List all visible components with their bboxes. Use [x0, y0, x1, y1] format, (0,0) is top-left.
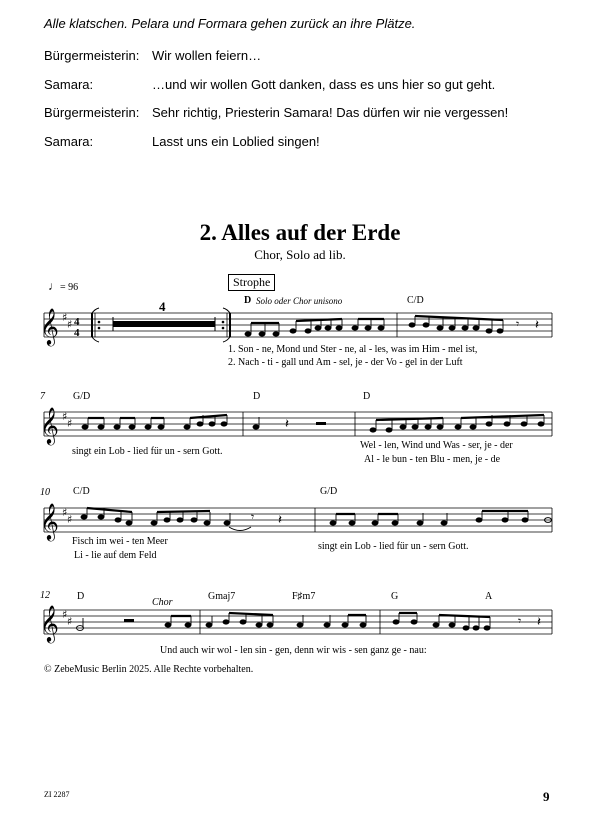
svg-text:♯: ♯ — [62, 311, 68, 324]
lyrics-verse-2: Al - le bun - ten Blu - men, je - de — [364, 454, 501, 465]
treble-clef-icon: 𝄞 — [40, 307, 59, 345]
page-number: 9 — [543, 789, 550, 804]
svg-text:4: 4 — [74, 327, 80, 339]
chord-symbol: D — [244, 295, 252, 306]
treble-clef-icon: 𝄞 — [40, 406, 59, 444]
chord-symbol: A — [485, 591, 493, 602]
svg-text:♯: ♯ — [62, 506, 68, 519]
quarter-note-icon: ♩ — [48, 279, 60, 293]
lyrics-verse-1: singt ein Lob - lied für un - sern Gott. — [72, 446, 223, 457]
speaker: Samara: — [44, 134, 94, 149]
dialogue-line: …und wir wollen Gott danken, dass es uns hier so gut geht. — [152, 77, 496, 92]
speaker: Bürgermeisterin: — [44, 105, 140, 120]
svg-text:♯: ♯ — [62, 608, 68, 621]
measure-number: 7 — [40, 391, 45, 402]
speaker: Samara: — [44, 77, 94, 92]
eighth-rest-icon: 𝄾 — [251, 510, 255, 524]
svg-text:♯: ♯ — [67, 417, 73, 430]
measure-number: 12 — [40, 590, 50, 601]
dialogue-row — [44, 105, 564, 125]
dialogue-line: Sehr richtig, Priesterin Samara! Das dürfen wir nie vergessen! — [152, 105, 509, 120]
measure-number: 10 — [40, 487, 50, 498]
chord-symbol: G — [391, 591, 399, 602]
lyrics-verse-1: Fisch im wei - ten Meer — [72, 536, 168, 547]
quarter-rest-icon: 𝄽 — [285, 417, 289, 432]
copyright-notice: © ZebeMusic Berlin 2025. Alle Rechte vorbehalten. — [44, 664, 254, 675]
performance-note: Chor — [152, 597, 173, 608]
lyrics-verse-2: 2. Nach - ti - gall und Am - sel, je - der Vo - gel in der Luft — [228, 357, 463, 368]
tie-icon — [229, 527, 251, 531]
svg-text:♯: ♯ — [62, 410, 68, 423]
speaker: Bürgermeisterin: — [44, 48, 140, 63]
chord-symbol: D — [253, 391, 261, 402]
quarter-rest-icon: 𝄽 — [537, 615, 541, 630]
chord-symbol: Gmaj7 — [208, 591, 236, 602]
quarter-rest-icon: 𝄽 — [535, 318, 539, 333]
multirest-bar — [113, 321, 215, 327]
lyrics-verse-1: Und auch wir wol - len sin - gen, denn wir wis - sen ganz ge - nau: — [160, 645, 427, 656]
svg-text:4: 4 — [159, 300, 166, 314]
section-label: Strophe — [228, 274, 275, 291]
svg-text:♯: ♯ — [67, 318, 73, 331]
stage-direction: Alle klatschen. Pelara und Formara gehen zurück an ihre Plätze. — [44, 16, 416, 31]
eighth-rest-icon: 𝄾 — [516, 317, 520, 331]
half-rest-icon — [316, 422, 326, 425]
chord-symbol: D — [77, 591, 85, 602]
chord-symbol: C/D — [407, 295, 424, 306]
catalog-code: ZI 2287 — [44, 790, 70, 799]
chord-symbol: G/D — [320, 486, 338, 497]
chord-symbol: D — [363, 391, 371, 402]
chord-symbol: G/D — [73, 391, 91, 402]
lyrics-verse-1: singt ein Lob - lied für un - sern Gott. — [318, 541, 469, 552]
svg-text:♯: ♯ — [67, 615, 73, 628]
song-subtitle: Chor, Solo ad lib. — [254, 247, 346, 262]
treble-clef-icon: 𝄞 — [40, 502, 59, 540]
lyrics-verse-2: Li - lie auf dem Feld — [74, 550, 157, 561]
performance-note: Solo oder Chor unisono — [256, 296, 343, 306]
dialogue-row — [44, 48, 564, 68]
svg-text:4: 4 — [74, 316, 80, 328]
lyrics-verse-1: 1. Son - ne, Mond und Ster - ne, al - les, was im Him - mel ist, — [228, 344, 478, 355]
half-rest-icon — [124, 619, 134, 622]
staff-system-4 — [0, 598, 600, 648]
lyrics-verse-1: Wel - len, Wind und Was - ser, je - der — [360, 440, 513, 451]
chord-symbol: F♯m7 — [292, 591, 316, 602]
svg-text:♯: ♯ — [67, 513, 73, 526]
treble-clef-icon: 𝄞 — [40, 604, 59, 642]
dialogue-line: Wir wollen feiern… — [152, 48, 262, 63]
chord-symbol: C/D — [73, 486, 90, 497]
tempo-marking: ♩= 96 — [48, 279, 79, 293]
eighth-rest-icon: 𝄾 — [518, 614, 522, 628]
dialogue-line: Lasst uns ein Loblied singen! — [152, 134, 320, 149]
dialogue-row — [44, 134, 564, 154]
song-title: 2. Alles auf der Erde — [199, 220, 401, 245]
dialogue-row — [44, 77, 564, 97]
quarter-rest-icon: 𝄽 — [278, 513, 282, 528]
